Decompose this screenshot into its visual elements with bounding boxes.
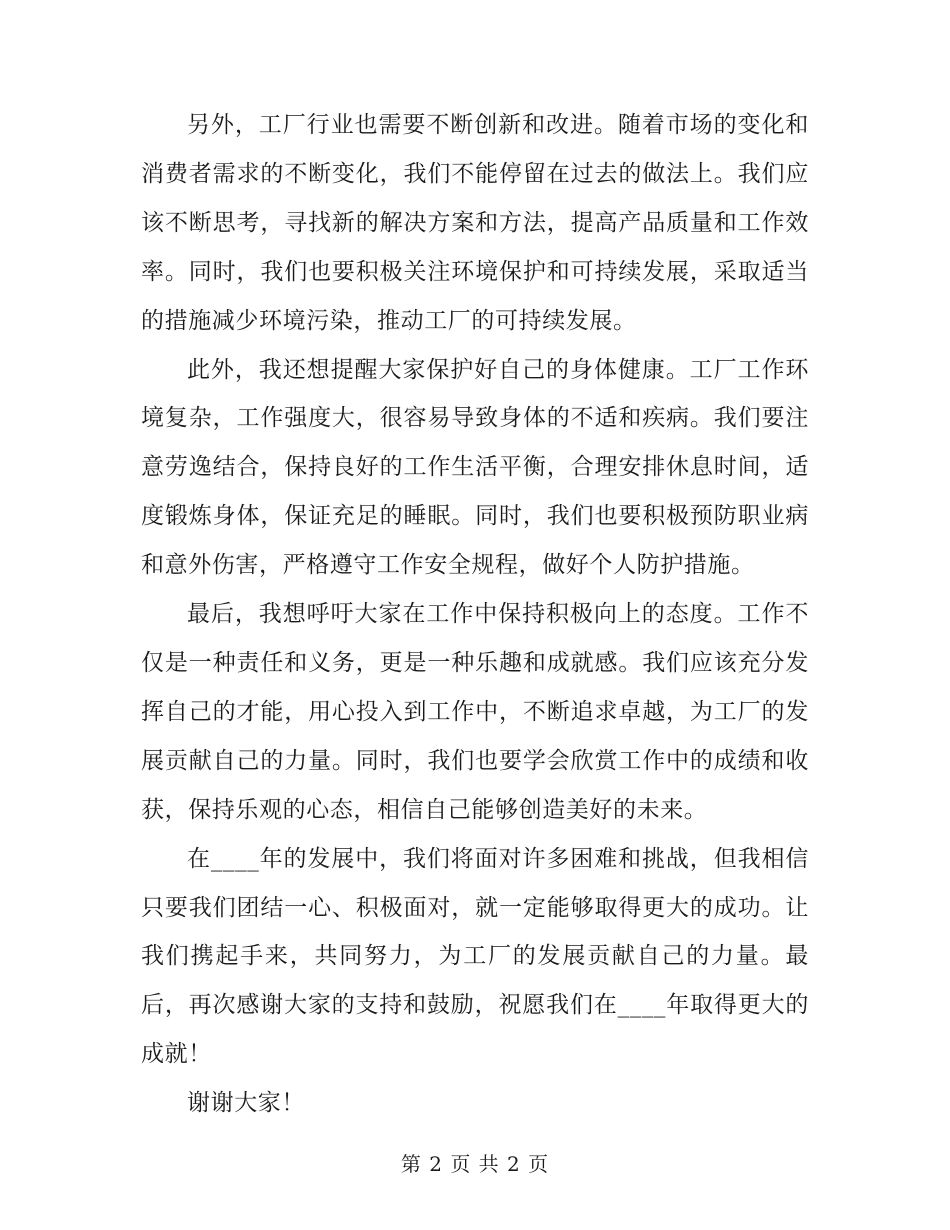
- document-body: [141, 101, 809, 1128]
- paragraph-health: 此外，我还想提醒大家保护好自己的身体健康。工厂工作环境复杂，工作强度大，很容易导致身体的不适和疾病。我们要注意劳逸结合，保持良好的工作生活平衡，合理安排休息时间，适度锻炼身体，保证充足的睡眠。同时，我们也要积极预防职业病和意外伤害，严格遵守工作安全规程，做好个人防护措施。: [141, 356, 809, 579]
- paragraph-thanks: 谢谢大家！: [187, 1090, 305, 1117]
- paragraph-attitude: 最后，我想呼吁大家在工作中保持积极向上的态度。工作不仅是一种责任和义务，更是一种乐趣和成就感。我们应该充分发挥自己的才能，用心投入到工作中，不断追求卓越，为工厂的发展贡献自己的力量。同时，我们也要学会欣赏工作中的成绩和收获，保持乐观的心态，相信自己能够创造美好的未来。: [141, 601, 809, 823]
- paragraph-innovation: 另外，工厂行业也需要不断创新和改进。随着市场的变化和消费者需求的不断变化，我们不能停留在过去的做法上。我们应该不断思考，寻找新的解决方案和方法，提高产品质量和工作效率。同时，我们也要积极关注环境保护和可持续发展，采取适当的措施减少环境污染，推动工厂的可持续发展。: [141, 112, 809, 334]
- page-number-footer: 第 2 页 共 2 页: [400, 1152, 550, 1176]
- paragraph-future: 在____年的发展中，我们将面对许多困难和挑战，但我相信只要我们团结一心、积极面对，就一定能够取得更大的成功。让我们携起手来，共同努力，为工厂的发展贡献自己的力量。最后，再次感谢大家的支持和鼓励，祝愿我们在____年取得更大的成就！: [141, 845, 809, 1068]
